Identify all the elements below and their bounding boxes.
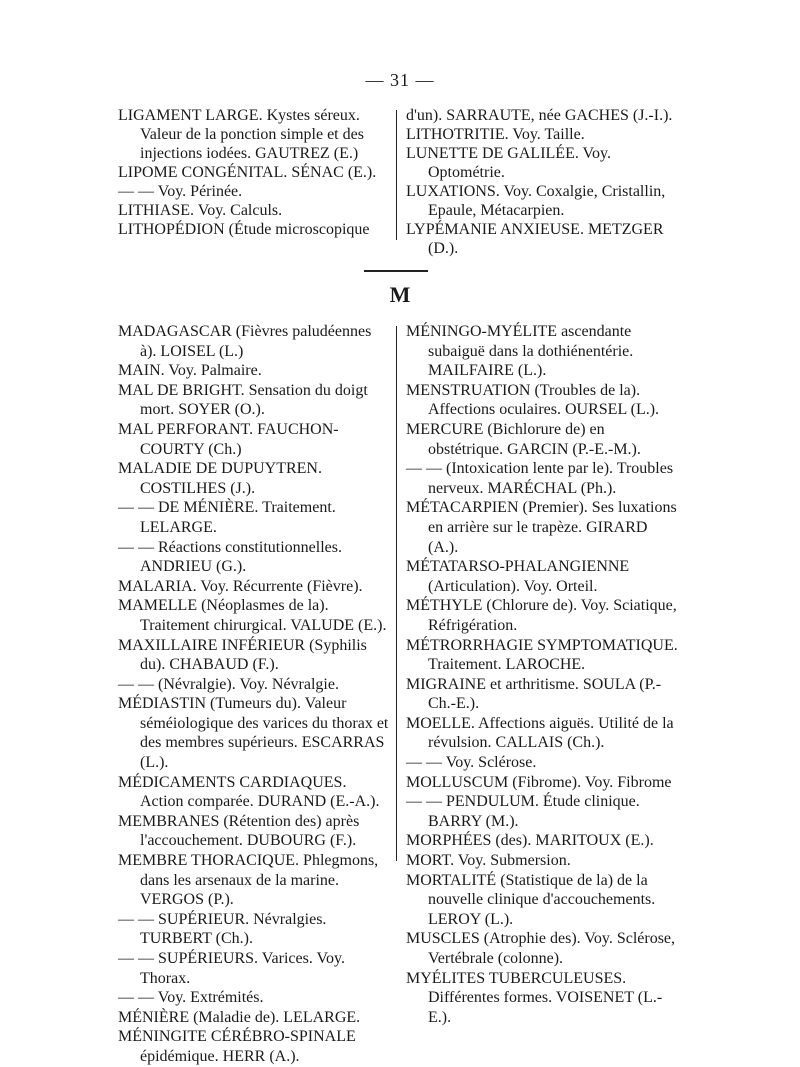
index-entry: d'un). SARRAUTE, née GACHES (J.-I.). <box>406 107 673 124</box>
index-entry: MÉNINGO-MYÉLITE ascendante subaiguë dans la dothiénentérie. MAILFAIRE (L.). <box>406 323 634 380</box>
section-heading-letter: M <box>389 282 411 307</box>
index-entry: MEMBRE THORACIQUE. Phlegmons, dans les arsenaux de la marine. VERGOS (P.). <box>118 852 379 909</box>
index-entry: MAL DE BRIGHT. Sensation du doigt mort. SOYER (O.). <box>118 381 368 419</box>
index-entry: LIGAMENT LARGE. Kystes séreux. Valeur de la ponction simple et des injections iodées. GAUTREZ (E.) <box>118 107 364 162</box>
index-entry: LITHOTRITIE. Voy. Taille. <box>406 126 585 143</box>
index-entry: MENSTRUATION (Troubles de la). Affections oculaires. OURSEL (L.). <box>406 381 660 419</box>
column-divider-bottom <box>396 326 397 861</box>
index-entry: MÉTRORRHAGIE SYMPTOMATIQUE. Traitement. LAROCHE. <box>406 636 678 674</box>
index-entry: LUNETTE DE GALILÉE. Voy. Optométrie. <box>406 145 611 181</box>
index-entry: MÉTACARPIEN (Premier). Ses luxations en arrière sur le trapèze. GIRARD (A.). <box>406 499 677 556</box>
index-entry: MOLLUSCUM (Fibrome). Voy. Fibrome <box>406 773 672 791</box>
index-entry: LUXATIONS. Voy. Coxalgie, Cristallin, Epaule, Métacarpien. <box>406 183 666 219</box>
top-right-column <box>406 106 678 258</box>
section-separator-rule <box>364 270 428 272</box>
index-entry: MÉDIASTIN (Tumeurs du). Valeur séméiologique des varices du thorax et des membres supérieurs. ESCARRAS (L.). <box>118 695 389 772</box>
index-entry: LYPÉMANIE ANXIEUSE. METZGER (D.). <box>406 221 664 257</box>
index-entry: MÉTATARSO-PHALANGIENNE (Articulation). Voy. Orteil. <box>406 558 630 595</box>
index-entry: MIGRAINE et arthritisme. SOULA (P.-Ch.-E.). <box>406 675 662 713</box>
index-entry: — — SUPÉRIEUR. Névralgies. TURBERT (Ch.). <box>118 910 327 948</box>
index-entry: — — Voy. Sclérose. <box>406 754 537 772</box>
index-entry: — — Voy. Extrémités. <box>118 989 264 1007</box>
index-entry: MADAGASCAR (Fièvres paludéennes à). LOISEL (L.) <box>118 323 372 360</box>
index-entry: MAL PERFORANT. FAUCHON-COURTY (Ch.) <box>118 420 339 458</box>
index-entry: MORTALITÉ (Statistique de la) de la nouvelle clinique d'accouchements. LEROY (L.). <box>406 871 656 928</box>
index-entry: — — DE MÉNIÈRE. Traitement. LELARGE. <box>118 499 336 536</box>
index-entry: MAIN. Voy. Palmaire. <box>118 362 262 380</box>
column-divider-top <box>396 110 397 240</box>
index-entry: — — PENDULUM. Étude clinique. BARRY (M.). <box>406 793 640 830</box>
index-entry: MOELLE. Affections aiguës. Utilité de la révulsion. CALLAIS (Ch.). <box>406 714 674 752</box>
index-entry: — — SUPÉRIEURS. Varices. Voy. Thorax. <box>118 950 345 987</box>
index-entry: LITHOPÉDION (Étude microscopique <box>118 221 370 238</box>
index-entry: MUSCLES (Atrophie des). Voy. Sclérose, Vertébrale (colonne). <box>406 930 676 967</box>
page-number: — 31 — <box>365 70 435 90</box>
index-entry: — — (Névralgie). Voy. Névralgie. <box>118 675 339 693</box>
index-entry: MÉTHYLE (Chlorure de). Voy. Sciatique, Réfrigération. <box>406 597 677 634</box>
index-entry: MÉNIÈRE (Maladie de). LELARGE. <box>118 1008 361 1026</box>
index-entry: MAMELLE (Néoplasmes de la). Traitement chirurgical. VALUDE (E.). <box>118 597 387 634</box>
index-entry: MALARIA. Voy. Récurrente (Fièvre). <box>118 577 363 595</box>
index-entry: MÉNINGITE CÉRÉBRO-SPINALE épidémique. HERR (A.). <box>118 1028 356 1065</box>
index-entry: LIPOME CONGÉNITAL. SÉNAC (E.). <box>118 164 377 181</box>
index-entry: MORPHÉES (des). MARITOUX (E.). <box>406 832 654 850</box>
index-entry: MYÉLITES TUBERCULEUSES. Différentes formes. VOISENET (L.-E.). <box>406 969 663 1026</box>
index-entry: — — Réactions constitutionnelles. ANDRIEU (G.). <box>118 538 342 576</box>
index-entry: — — Voy. Périnée. <box>118 183 243 200</box>
index-entry: — — (Intoxication lente par le). Troubles nerveux. MARÉCHAL (Ph.). <box>406 460 674 497</box>
index-entry: MAXILLAIRE INFÉRIEUR (Syphilis du). CHABAUD (F.). <box>118 636 367 674</box>
index-entry: MERCURE (Bichlorure de) en obstétrique. GARCIN (P.-E.-M.). <box>406 420 641 458</box>
index-entry: MORT. Voy. Submersion. <box>406 852 571 870</box>
bottom-left-column <box>118 322 390 1067</box>
index-entry: MALADIE DE DUPUYTREN. COSTILHES (J.). <box>118 460 322 497</box>
bottom-right-column <box>406 322 678 1027</box>
index-entry: MÉDICAMENTS CARDIAQUES. Action comparée. DURAND (E.-A.). <box>118 773 380 811</box>
index-entry: MEMBRANES (Rétention des) après l'accouchement. DUBOURG (F.). <box>118 812 360 850</box>
index-entry: LITHIASE. Voy. Calculs. <box>118 202 283 219</box>
top-left-column <box>118 106 390 239</box>
